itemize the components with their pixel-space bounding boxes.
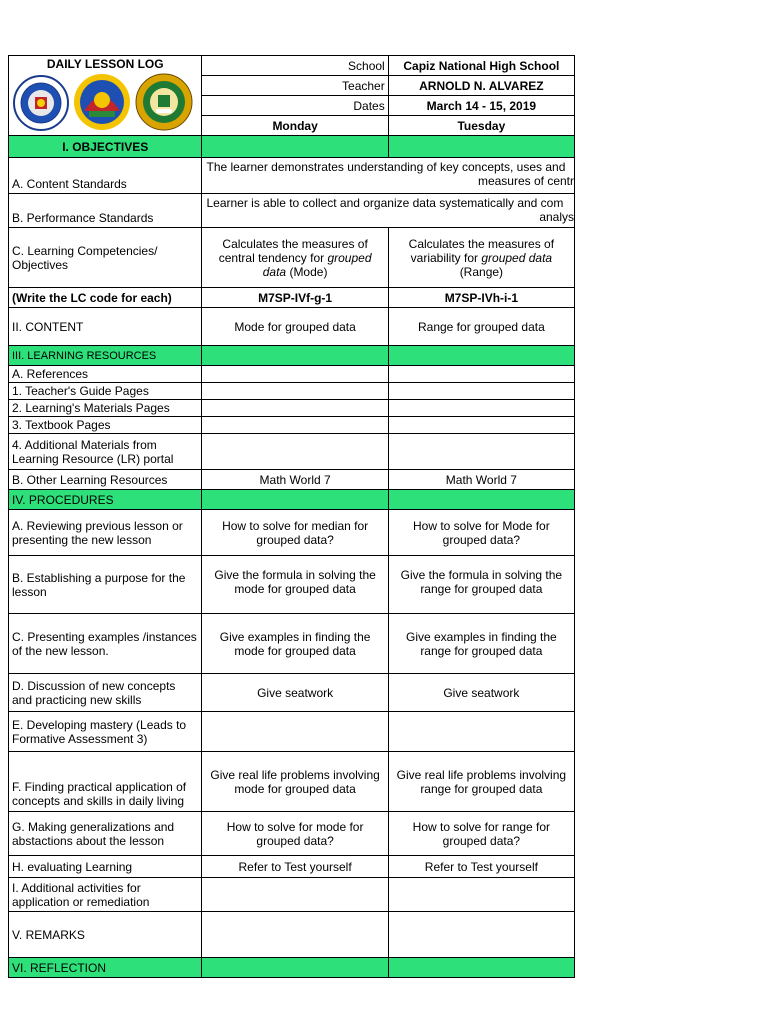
other-resources-label: B. Other Learning Resources <box>9 470 202 490</box>
teacher-label: Teacher <box>202 76 388 96</box>
section-procedures: IV. PROCEDURES <box>9 490 202 510</box>
empty-cell <box>388 383 574 400</box>
procedure-a-tuesday: How to solve for Mode for grouped data? <box>388 510 574 556</box>
procedure-a-monday: How to solve for median for grouped data? <box>202 510 388 556</box>
procedure-d-label: D. Discussion of new concepts and practicing new skills <box>9 674 202 712</box>
competencies-label: C. Learning Competencies/ Objectives <box>9 228 202 288</box>
procedure-c-label: C. Presenting examples /instances of the new lesson. <box>9 614 202 674</box>
capiz-nhs-seal-icon <box>135 73 193 131</box>
dates-label: Dates <box>202 96 388 116</box>
content-standards-label: A. Content Standards <box>9 158 202 194</box>
lc-code-tuesday: M7SP-IVh-i-1 <box>388 288 574 308</box>
empty-cell <box>388 417 574 434</box>
comp-text: Calculates the measures of variability for <box>408 236 555 265</box>
procedure-f-label: F. Finding practical application of concepts and skills in daily living <box>9 752 202 812</box>
references-label: A. References <box>9 366 202 383</box>
page-title: DAILY LESSON LOG <box>46 57 164 71</box>
procedure-c-monday: Give examples in finding the mode for grouped data <box>202 614 388 674</box>
procedure-e-label: E. Developing mastery (Leads to Formative Assessment 3) <box>9 712 202 752</box>
teachers-guide-label: 1. Teacher's Guide Pages <box>9 383 202 400</box>
empty-cell <box>202 366 388 383</box>
deped-seal-icon <box>13 75 69 131</box>
procedure-g-tuesday: How to solve for range for grouped data? <box>388 812 574 856</box>
procedure-b-monday: Give the formula in solving the mode for grouped data <box>202 556 388 614</box>
day-monday-header: Monday <box>202 116 388 136</box>
empty-cell <box>388 366 574 383</box>
lc-code-monday: M7SP-IVf-g-1 <box>202 288 388 308</box>
content-standards-line1: The learner demonstrates understanding of key concepts, uses and <box>206 160 566 174</box>
performance-standards-line1: Learner is able to collect and organize data systematically and com <box>206 196 564 210</box>
empty-cell <box>202 878 388 912</box>
procedure-f-monday: Give real life problems involving mode for grouped data <box>202 752 388 812</box>
section-learning-resources: III. LEARNING RESOURCES <box>9 346 202 366</box>
remarks-label: V. REMARKS <box>9 912 202 958</box>
empty-cell <box>202 912 388 958</box>
header-logo-cell <box>9 56 202 136</box>
comp-italic: grouped data <box>262 250 372 279</box>
content-monday: Mode for grouped data <box>202 308 388 346</box>
empty-cell <box>388 712 574 752</box>
procedure-f-tuesday: Give real life problems involving range for grouped data <box>388 752 574 812</box>
textbook-pages-label: 3. Textbook Pages <box>9 417 202 434</box>
empty-cell <box>202 434 388 470</box>
content-standards-line2: measures of centr <box>477 174 574 188</box>
performance-standards-line2: analys <box>539 210 574 224</box>
procedure-b-tuesday: Give the formula in solving the range for grouped data <box>388 556 574 614</box>
comp-text: (Mode) <box>286 264 328 279</box>
school-label: School <box>202 56 388 76</box>
other-resources-tuesday: Math World 7 <box>388 470 574 490</box>
performance-standards-value <box>202 194 575 228</box>
empty-cell <box>202 712 388 752</box>
empty-cell <box>202 383 388 400</box>
procedure-i-label: I. Additional activities for application or remediation <box>9 878 202 912</box>
competencies-monday <box>202 228 388 288</box>
procedure-h-monday: Refer to Test yourself <box>202 856 388 878</box>
empty-cell <box>388 912 574 958</box>
section-reflection: VI. REFLECTION <box>9 958 202 978</box>
school-value: Capiz National High School <box>388 56 574 76</box>
empty-cell <box>388 490 574 510</box>
procedure-d-monday: Give seatwork <box>202 674 388 712</box>
procedure-h-tuesday: Refer to Test yourself <box>388 856 574 878</box>
content-label: II. CONTENT <box>9 308 202 346</box>
other-resources-monday: Math World 7 <box>202 470 388 490</box>
empty-cell <box>202 958 388 978</box>
comp-italic: grouped data <box>481 250 553 265</box>
content-standards-value <box>202 158 575 194</box>
procedure-g-monday: How to solve for mode for grouped data? <box>202 812 388 856</box>
procedure-a-label: A. Reviewing previous lesson or presenting the new lesson <box>9 510 202 556</box>
performance-standards-label: B. Performance Standards <box>9 194 202 228</box>
lesson-log-table <box>8 55 575 978</box>
dates-value: March 14 - 15, 2019 <box>388 96 574 116</box>
empty-cell <box>388 400 574 417</box>
empty-cell <box>202 400 388 417</box>
additional-materials-label: 4. Additional Materials from Learning Resource (LR) portal <box>9 434 202 470</box>
procedure-g-label: G. Making generalizations and abstactions about the lesson <box>9 812 202 856</box>
teacher-value: ARNOLD N. ALVAREZ <box>388 76 574 96</box>
empty-cell <box>388 346 574 366</box>
empty-cell <box>388 878 574 912</box>
empty-cell <box>388 958 574 978</box>
empty-cell <box>202 490 388 510</box>
competencies-tuesday <box>388 228 574 288</box>
daily-lesson-log-sheet <box>8 55 575 978</box>
content-tuesday: Range for grouped data <box>388 308 574 346</box>
comp-text: (Range) <box>459 264 504 279</box>
empty-cell <box>202 136 388 158</box>
procedure-c-tuesday: Give examples in finding the range for grouped data <box>388 614 574 674</box>
procedure-d-tuesday: Give seatwork <box>388 674 574 712</box>
region-seal-icon <box>73 73 131 131</box>
procedure-h-label: H. evaluating Learning <box>9 856 202 878</box>
section-objectives: I. OBJECTIVES <box>9 136 202 158</box>
empty-cell <box>388 136 574 158</box>
empty-cell <box>388 434 574 470</box>
procedure-b-label: B. Establishing a purpose for the lesson <box>9 556 202 614</box>
day-tuesday-header: Tuesday <box>388 116 574 136</box>
empty-cell <box>202 417 388 434</box>
empty-cell <box>202 346 388 366</box>
lc-code-label: (Write the LC code for each) <box>9 288 202 308</box>
comp-text: Calculates the measures of central tendency for <box>218 236 368 265</box>
learners-materials-label: 2. Learning's Materials Pages <box>9 400 202 417</box>
